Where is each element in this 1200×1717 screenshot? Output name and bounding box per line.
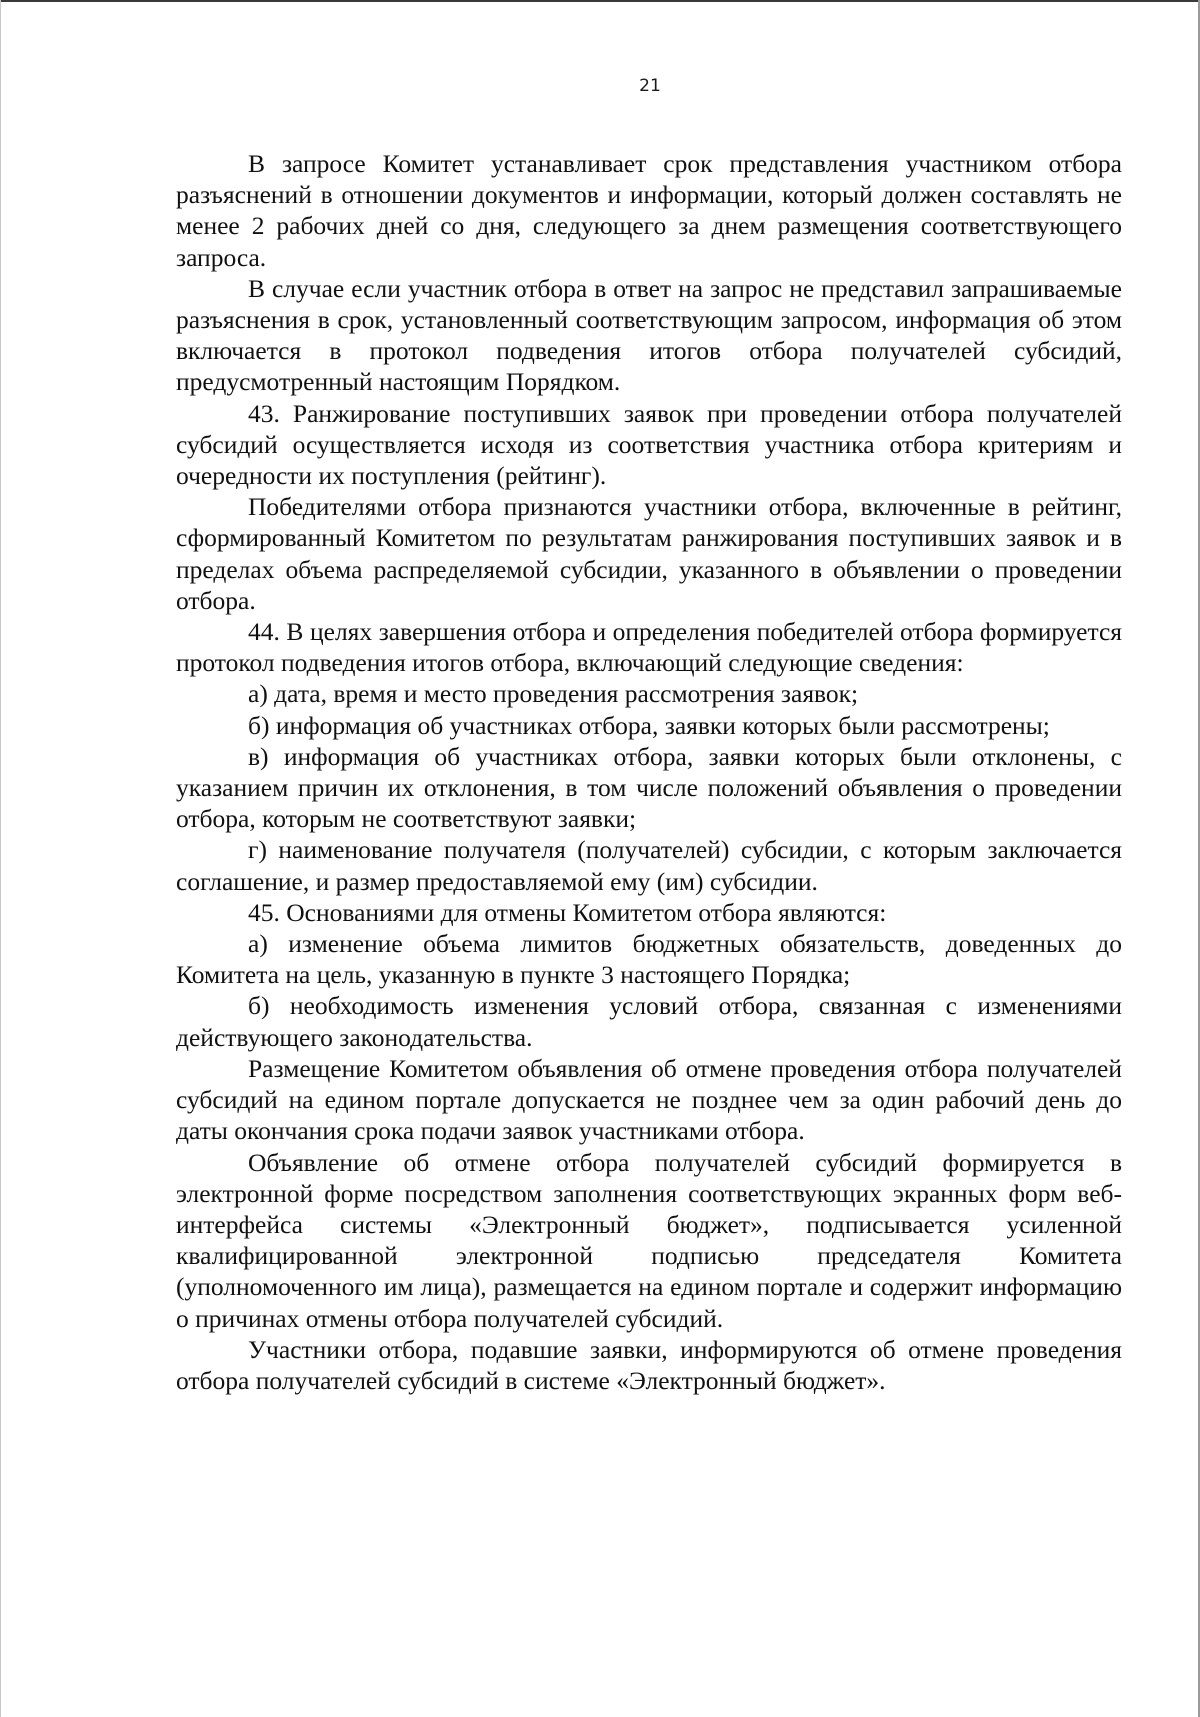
paragraph-winners: Победителями отбора признаются участники отбора, включенные в рейтинг, сформированный Комитетом по результатам ранжирования поступивших заявок и в пределах объема распределяемой субсидии, указанного в объявлении о проведении отбора. xyxy=(176,492,1122,615)
paragraph-45-cancellation: 45. Основаниями для отмены Комитетом отбора являются: xyxy=(248,897,887,927)
paragraph-participants-informed: Участники отбора, подавшие заявки, информируются об отмене проведения отбора получателей субсидий в системе «Электронный бюджет». xyxy=(176,1334,1122,1395)
list-item-b-considered: б) информация об участниках отбора, заявки которых были рассмотрены; xyxy=(248,710,1050,740)
paragraph-electronic-form: Объявление об отмене отбора получателей субсидий формируется в электронной форме посредством заполнения соответствующих экранных форм веб-интерфейса системы «Электронный бюджет», подписывается усиленной квалифицированной электронной подписью председателя Комитета (уполномоченного им лица), размещается на едином портале и содержит информацию о причинах отмены отбора получателей субсидий. xyxy=(176,1147,1122,1333)
paragraph-request-deadline: В запросе Комитет устанавливает срок представления участником отбора разъяснений в отношении документов и информации, который должен составлять не менее 2 рабочих дней со дня, следующего за днем размещения соответствующего запроса. xyxy=(176,149,1122,272)
list-item-g-recipient: г) наименование получателя (получателей) субсидии, с которым заключается соглашение, и размер предоставляемой ему (им) субсидии. xyxy=(176,835,1122,896)
document-body xyxy=(176,148,1122,1396)
scan-border-left xyxy=(0,0,1,1717)
paragraph-44-protocol: 44. В целях завершения отбора и определения победителей отбора формируется протокол подведения итогов отбора, включающий следующие сведения: xyxy=(176,617,1122,678)
list-item-a-date: а) дата, время и место проведения рассмотрения заявок; xyxy=(248,679,859,709)
list-item-a-limits: а) изменение объема лимитов бюджетных обязательств, доведенных до Комитета на цель, указанную в пункте 3 настоящего Порядка; xyxy=(176,929,1122,990)
paragraph-43-ranking: 43. Ранжирование поступивших заявок при проведении отбора получателей субсидий осуществляется исходя из соответствия участника отбора критериям и очередности их поступления (рейтинг). xyxy=(176,398,1122,491)
scan-border-top xyxy=(0,0,1200,2)
paragraph-no-clarification: В случае если участник отбора в ответ на запрос не представил запрашиваемые разъяснения в срок, установленный соответствующим запросом, информация об этом включается в протокол подведения итогов отбора получателей субсидий, предусмотренный настоящим Порядком. xyxy=(176,273,1122,397)
paragraph-cancellation-notice: Размещение Комитетом объявления об отмене проведения отбора получателей субсидий на едином портале допускается не позднее чем за один рабочий день до даты окончания срока подачи заявок участниками отбора. xyxy=(176,1053,1122,1146)
list-item-v-rejected: в) информация об участниках отбора, заявки которых были отклонены, с указанием причин их отклонения, в том числе положений объявления о проведении отбора, которым не соответствуют заявки; xyxy=(176,741,1122,834)
page-number: 21 xyxy=(639,76,661,96)
list-item-b-legislation: б) необходимость изменения условий отбора, связанная с изменениями действующего законодательства. xyxy=(176,991,1122,1052)
